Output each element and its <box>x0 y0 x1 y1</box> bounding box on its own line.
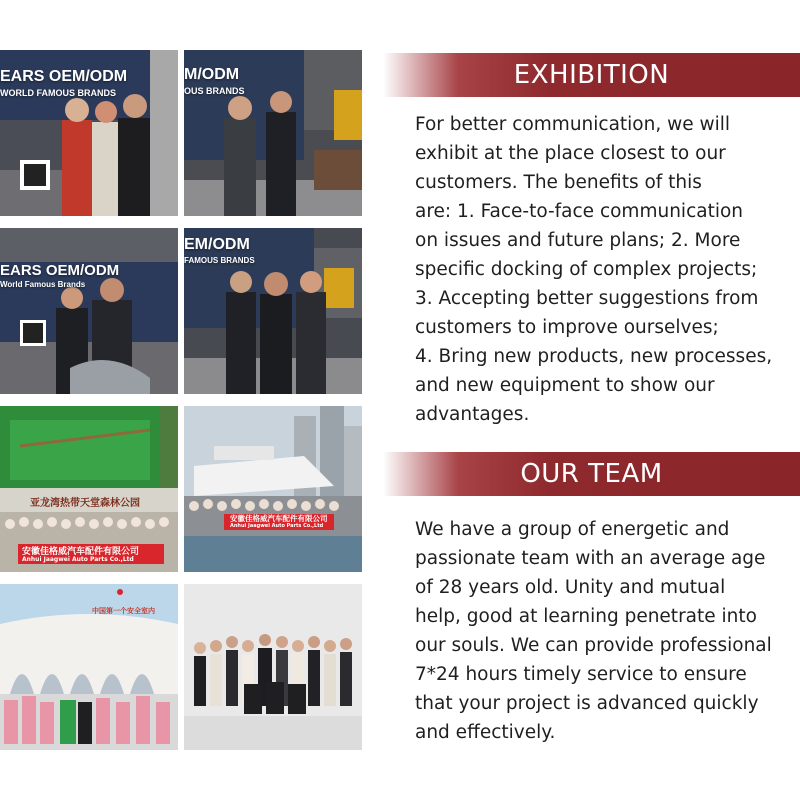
exhibition-text <box>415 110 800 429</box>
park-sign: 亚龙湾热带天堂森林公园 <box>30 498 140 509</box>
booth-sign-line1: M/ODM <box>184 66 240 83</box>
exhibition-photo-4 <box>184 228 362 394</box>
text-line: 3. Accepting better suggestions from <box>415 288 759 309</box>
booth-sign-line1: EARS OEM/ODM <box>0 68 128 85</box>
team-header <box>383 452 800 496</box>
team-text <box>415 515 800 747</box>
booth-sign-line1: EM/ODM <box>184 236 250 253</box>
company-banner-en: Anhui Jaagwei Auto Parts Co.,Ltd <box>22 556 134 563</box>
exhibition-header <box>383 53 800 97</box>
booth-sign-line1: EARS OEM/ODM <box>0 262 120 279</box>
exhibition-photo-2 <box>184 50 362 216</box>
booth-sign-line2: OUS BRANDS <box>184 86 245 96</box>
text-line: We have a group of energetic and <box>415 519 730 540</box>
text-line: on issues and future plans; 2. More <box>415 230 741 251</box>
company-banner-cn: 安徽佳格威汽车配件有限公司 <box>22 547 140 557</box>
text-line: our souls. We can provide professional <box>415 635 772 656</box>
exhibition-photo-3 <box>0 228 178 394</box>
booth-sign-line2: World Famous Brands <box>0 280 86 289</box>
text-line: passionate team with an average age <box>415 548 766 569</box>
ski-resort-sign: 中国第一个安全室内 <box>92 607 155 615</box>
section-title: EXHIBITION <box>513 60 670 90</box>
text-line: are: 1. Face-to-face communication <box>415 201 744 222</box>
team-trip-park-photo <box>0 406 178 572</box>
text-line: help, good at learning penetrate into <box>415 606 757 627</box>
text-line: specific docking of complex projects; <box>415 259 758 280</box>
team-trip-yacht-photo <box>184 406 362 572</box>
text-line: 4. Bring new products, new processes, <box>415 346 773 367</box>
text-line: advantages. <box>415 404 530 425</box>
booth-sign-line2: FAMOUS BRANDS <box>184 256 255 265</box>
booth-sign-line2: WORLD FAMOUS BRANDS <box>0 88 116 98</box>
content-column <box>383 0 800 800</box>
text-line: 7*24 hours timely service to ensure <box>415 664 747 685</box>
exhibition-photo-1 <box>0 50 178 216</box>
text-line: and effectively. <box>415 722 556 743</box>
section-title: OUR TEAM <box>520 459 663 489</box>
text-line: customers. The benefits of this <box>415 172 702 193</box>
text-line: exhibit at the place closest to our <box>415 143 726 164</box>
text-line: For better communication, we will <box>415 114 731 135</box>
text-line: and new equipment to show our <box>415 375 715 396</box>
company-banner-en: Anhui Jaagwei Auto Parts Co.,Ltd <box>230 523 324 529</box>
text-line: of 28 years old. Unity and mutual <box>415 577 726 598</box>
photo-grid <box>0 0 362 800</box>
text-line: customers to improve ourselves; <box>415 317 719 338</box>
team-group-photo <box>184 584 362 750</box>
text-line: that your project is advanced quickly <box>415 693 759 714</box>
team-trip-ski-photo <box>0 584 178 750</box>
company-banner-cn: 安徽佳格威汽车配件有限公司 <box>230 514 328 523</box>
